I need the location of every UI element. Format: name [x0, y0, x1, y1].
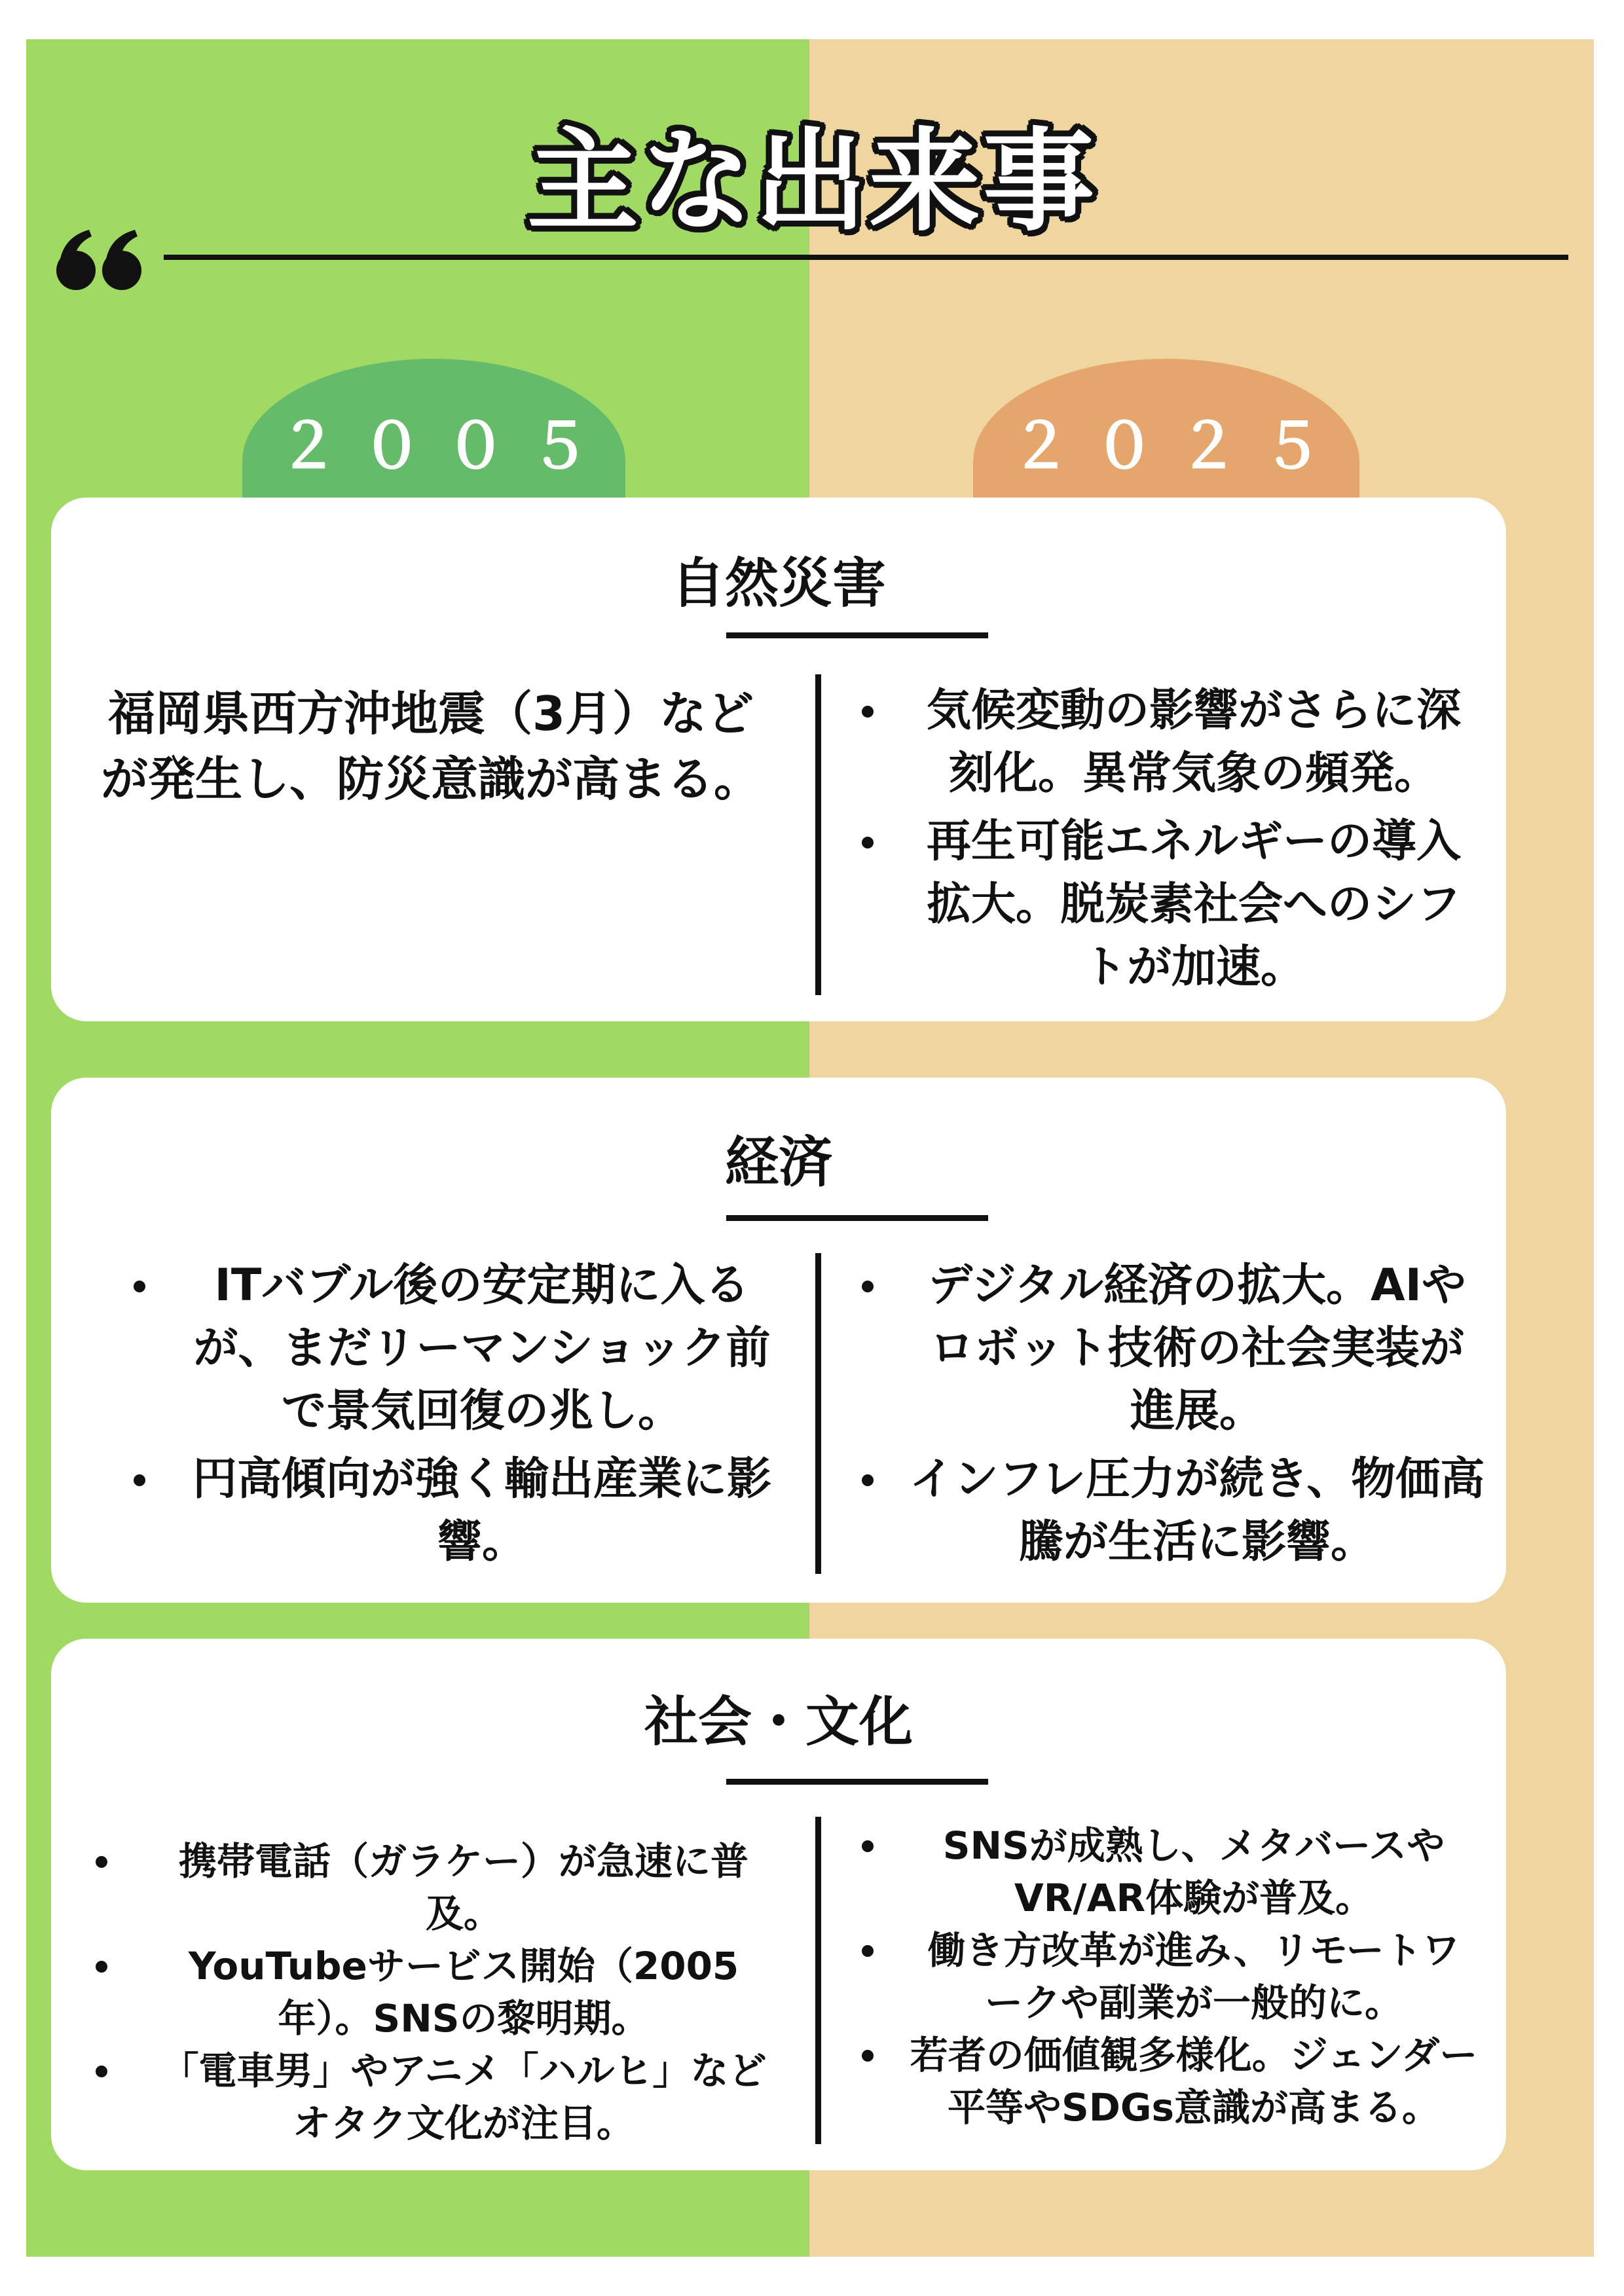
page-title: 主な出来事	[526, 117, 1097, 247]
card-natural-disasters	[51, 498, 1506, 1021]
card-economy	[51, 1078, 1506, 1603]
left-column-2005	[90, 1835, 784, 2149]
left-column-2005	[97, 681, 765, 812]
heading-underline	[726, 632, 988, 638]
list-item: デジタル経済の拡大。AIやロボット技術の社会実装が進展。	[857, 1254, 1485, 1443]
list-item: 気候変動の影響がさらに深刻化。異常気象の頻発。	[857, 680, 1479, 805]
right-column-2025	[857, 1819, 1479, 2134]
card-heading: 社会・文化	[644, 1691, 913, 1753]
right-column-2025	[857, 680, 1479, 999]
list-item: ITバブル後の安定期に入るが、まだリーマンショック前で景気回復の兆し。	[128, 1254, 783, 1443]
title-divider	[164, 255, 1568, 260]
card-heading: 経済	[724, 1131, 832, 1194]
column-divider	[815, 1817, 821, 2144]
list-item: 働き方改革が進み、リモートワークや副業が一般的に。	[857, 1924, 1479, 2029]
list-item: 携帯電話（ガラケー）が急速に普及。	[90, 1835, 784, 1940]
year-tab-2005: ２００５	[242, 359, 625, 516]
year-tab-2025: ２０２５	[973, 359, 1359, 516]
right-column-2025	[857, 1254, 1485, 1574]
event-text: 福岡県西方沖地震（3月）などが発生し、防災意識が高まる。	[100, 686, 761, 807]
list-item: 若者の価値観多様化。ジェンダー平等やSDGs意識が高まる。	[857, 2029, 1479, 2134]
list-item: インフレ圧力が続き、物価高騰が生活に影響。	[857, 1448, 1485, 1574]
quote-icon	[51, 226, 149, 291]
list-item: 「電車男」やアニメ「ハルヒ」などオタク文化が注目。	[90, 2045, 784, 2149]
list-item: SNSが成熟し、メタバースやVR/AR体験が普及。	[857, 1819, 1479, 1924]
card-society-culture	[51, 1639, 1506, 2170]
list-item: 再生可能エネルギーの導入拡大。脱炭素社会へのシフトが加速。	[857, 811, 1479, 999]
heading-underline	[726, 1779, 988, 1785]
column-divider	[815, 674, 821, 995]
list-item: 円高傾向が強く輸出産業に影響。	[128, 1448, 783, 1574]
list-item: YouTubeサービス開始（2005年）。SNSの黎明期。	[90, 1940, 784, 2045]
card-heading: 自然災害	[671, 553, 886, 615]
left-column-2005	[128, 1254, 783, 1574]
column-divider	[815, 1253, 821, 1574]
heading-underline	[726, 1215, 988, 1221]
